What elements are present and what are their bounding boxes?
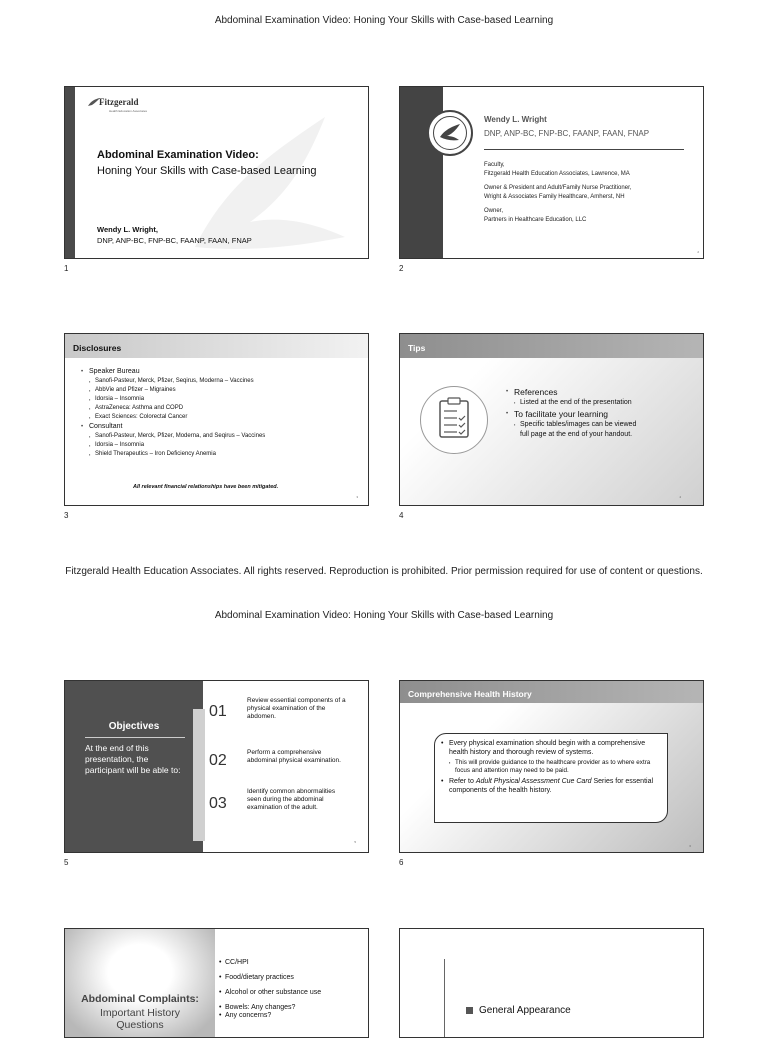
slide-subtitle: Questions [116, 1019, 164, 1031]
slide-accent-bar [400, 87, 443, 258]
slide-3 [64, 333, 369, 506]
list-item: ▪ Listed at the end of the presentation [506, 398, 696, 408]
fitzgerald-logo: Fitzgerald [99, 97, 139, 107]
disclosure-list [81, 367, 366, 459]
list-item: ▪ This will provide guidance to the healthcare provider as to where extra focus and attention may need to be paid. [441, 759, 661, 775]
fitzgerald-logo-subtitle: Health Education Associates [109, 109, 148, 113]
divider [444, 959, 445, 1038]
slide-title: Abdominal Examination Video: [97, 149, 259, 161]
list-item: • Consultant [81, 422, 366, 432]
slide-4 [399, 333, 704, 506]
slide-subtitle: Honing Your Skills with Case-based Learning [97, 165, 317, 177]
slide-page-number: 5 [354, 840, 356, 844]
affiliation-line: Partners in Healthcare Education, LLC [484, 217, 587, 223]
list-item: • Every physical examination should begin with a comprehensive health history and thorough review of systems. [441, 739, 661, 757]
slide-header: Comprehensive Health History [400, 681, 703, 703]
list-item [466, 1005, 571, 1016]
bird-watermark-icon [155, 107, 365, 257]
affiliation-line: Faculty, [484, 162, 505, 168]
slide-number: 4 [399, 511, 404, 520]
bird-icon [434, 117, 466, 149]
page-header-title: Abdominal Examination Video: Honing Your Skills with Case-based Learning [214, 610, 554, 621]
list-item: • Alcohol or other substance use [225, 989, 321, 997]
slide-7 [64, 928, 369, 1038]
list-item: • Food/dietary practices [225, 974, 294, 982]
author-name: Wendy L. Wright, [97, 225, 158, 234]
divider [484, 149, 684, 150]
slide-8 [399, 928, 704, 1038]
tips-list [506, 386, 696, 440]
slide-6 [399, 680, 704, 853]
list-item: ▪ Specific tables/images can be viewed [506, 420, 696, 430]
list-item: • Speaker Bureau [81, 367, 366, 377]
list-item: • CC/HPI [225, 959, 249, 967]
objective-text: Perform a comprehensive abdominal physical examination. [247, 749, 341, 764]
square-bullet-icon [466, 1007, 473, 1014]
objective-text: Review essential components of a physical examination of the abdomen. [247, 697, 346, 720]
author-credentials: DNP, ANP-BC, FNP-BC, FAANP, FAAN, FNAP [97, 236, 252, 245]
affiliation-line: Owner & President and Adult/Family Nurse Practitioner, [484, 185, 632, 191]
slide-subtitle: Important History [100, 1007, 180, 1019]
cue-card-title: Adult Physical Assessment Cue Card [475, 778, 592, 785]
list-item: ▪ Sanofi-Pasteur, Merck, Pfizer, Seqirus, Moderna – Vaccines [81, 377, 366, 386]
slide-2 [399, 86, 704, 259]
mitigation-note: All relevant financial relationships have been mitigated. [133, 484, 279, 490]
clipboard-badge [420, 386, 488, 454]
objective-number: 01 [209, 703, 227, 720]
objective-number: 02 [209, 752, 227, 769]
list-item: • To facilitate your learning [506, 408, 696, 420]
slide-number: 3 [64, 511, 69, 520]
clipboard-checklist-icon [421, 387, 487, 453]
list-item: ▪ Exact Sciences: Colorectal Cancer [81, 413, 366, 422]
affiliation-line: Owner, [484, 208, 504, 214]
affiliation-line: Fitzgerald Health Education Associates, Lawrence, MA [484, 171, 630, 177]
list-item: full page at the end of your handout. [520, 431, 633, 438]
slide-page-number: 3 [356, 495, 358, 499]
slide-number: 2 [399, 264, 404, 273]
logo-badge [427, 110, 473, 156]
slide-page-number: 4 [679, 495, 681, 499]
objectives-description: At the end of this presentation, the participant will be able to: [85, 743, 181, 775]
copyright-footer: Fitzgerald Health Education Associates. All rights reserved. Reproduction is prohibited. Prior permission required for use of content or questions. [65, 566, 703, 577]
list-item: • Any concerns? [225, 1012, 271, 1020]
list-item: • Bowels: Any changes? [225, 1004, 295, 1012]
item-label: General Appearance [479, 1005, 571, 1016]
slide-number: 5 [64, 858, 69, 867]
presenter-name: Wendy L. Wright [484, 115, 547, 124]
objective-text: Identify common abnormalities seen during the abdominal examination of the adult. [247, 788, 336, 811]
list-item: ▪ Sanofi-Pasteur, Merck, Pfizer, Moderna, and Seqirus – Vaccines [81, 432, 366, 441]
affiliation-line: Wright & Associates Family Healthcare, Amherst, NH [484, 194, 625, 200]
slide-number: 6 [399, 858, 404, 867]
slide-number: 1 [64, 264, 69, 273]
list-item: ▪ AstraZeneca: Asthma and COPD [81, 404, 366, 413]
list-item: ▪ AbbVie and Pfizer – Migraines [81, 386, 366, 395]
divider [85, 737, 185, 738]
list-item: ▪ Idorsia – Insomnia [81, 441, 366, 450]
slide-header: Disclosures [65, 334, 368, 358]
slide-accent-bar [65, 87, 75, 258]
slide-page-number: 2 [697, 250, 699, 254]
presenter-credentials: DNP, ANP-BC, FNP-BC, FAANP, FAAN, FNAP [484, 129, 650, 138]
slide-page-number: 6 [689, 844, 691, 848]
slide-title: Abdominal Complaints: [81, 993, 199, 1005]
list-item: ▪ Idorsia – Insomnia [81, 395, 366, 404]
text: Refer to [449, 778, 474, 785]
history-callout [434, 733, 668, 823]
objective-number: 03 [209, 795, 227, 812]
slide-1 [64, 86, 369, 259]
list-item: • References [506, 386, 696, 398]
objectives-title: Objectives [108, 721, 160, 732]
list-item: ▪ Shield Therapeutics – Iron Deficiency Anemia [81, 450, 366, 459]
slide-5 [64, 680, 369, 853]
list-item [441, 777, 661, 795]
page-header-title: Abdominal Examination Video: Honing Your Skills with Case-based Learning [214, 15, 554, 26]
slide-header: Tips [400, 334, 703, 358]
text: Series for essential components of the health history. [449, 778, 654, 794]
